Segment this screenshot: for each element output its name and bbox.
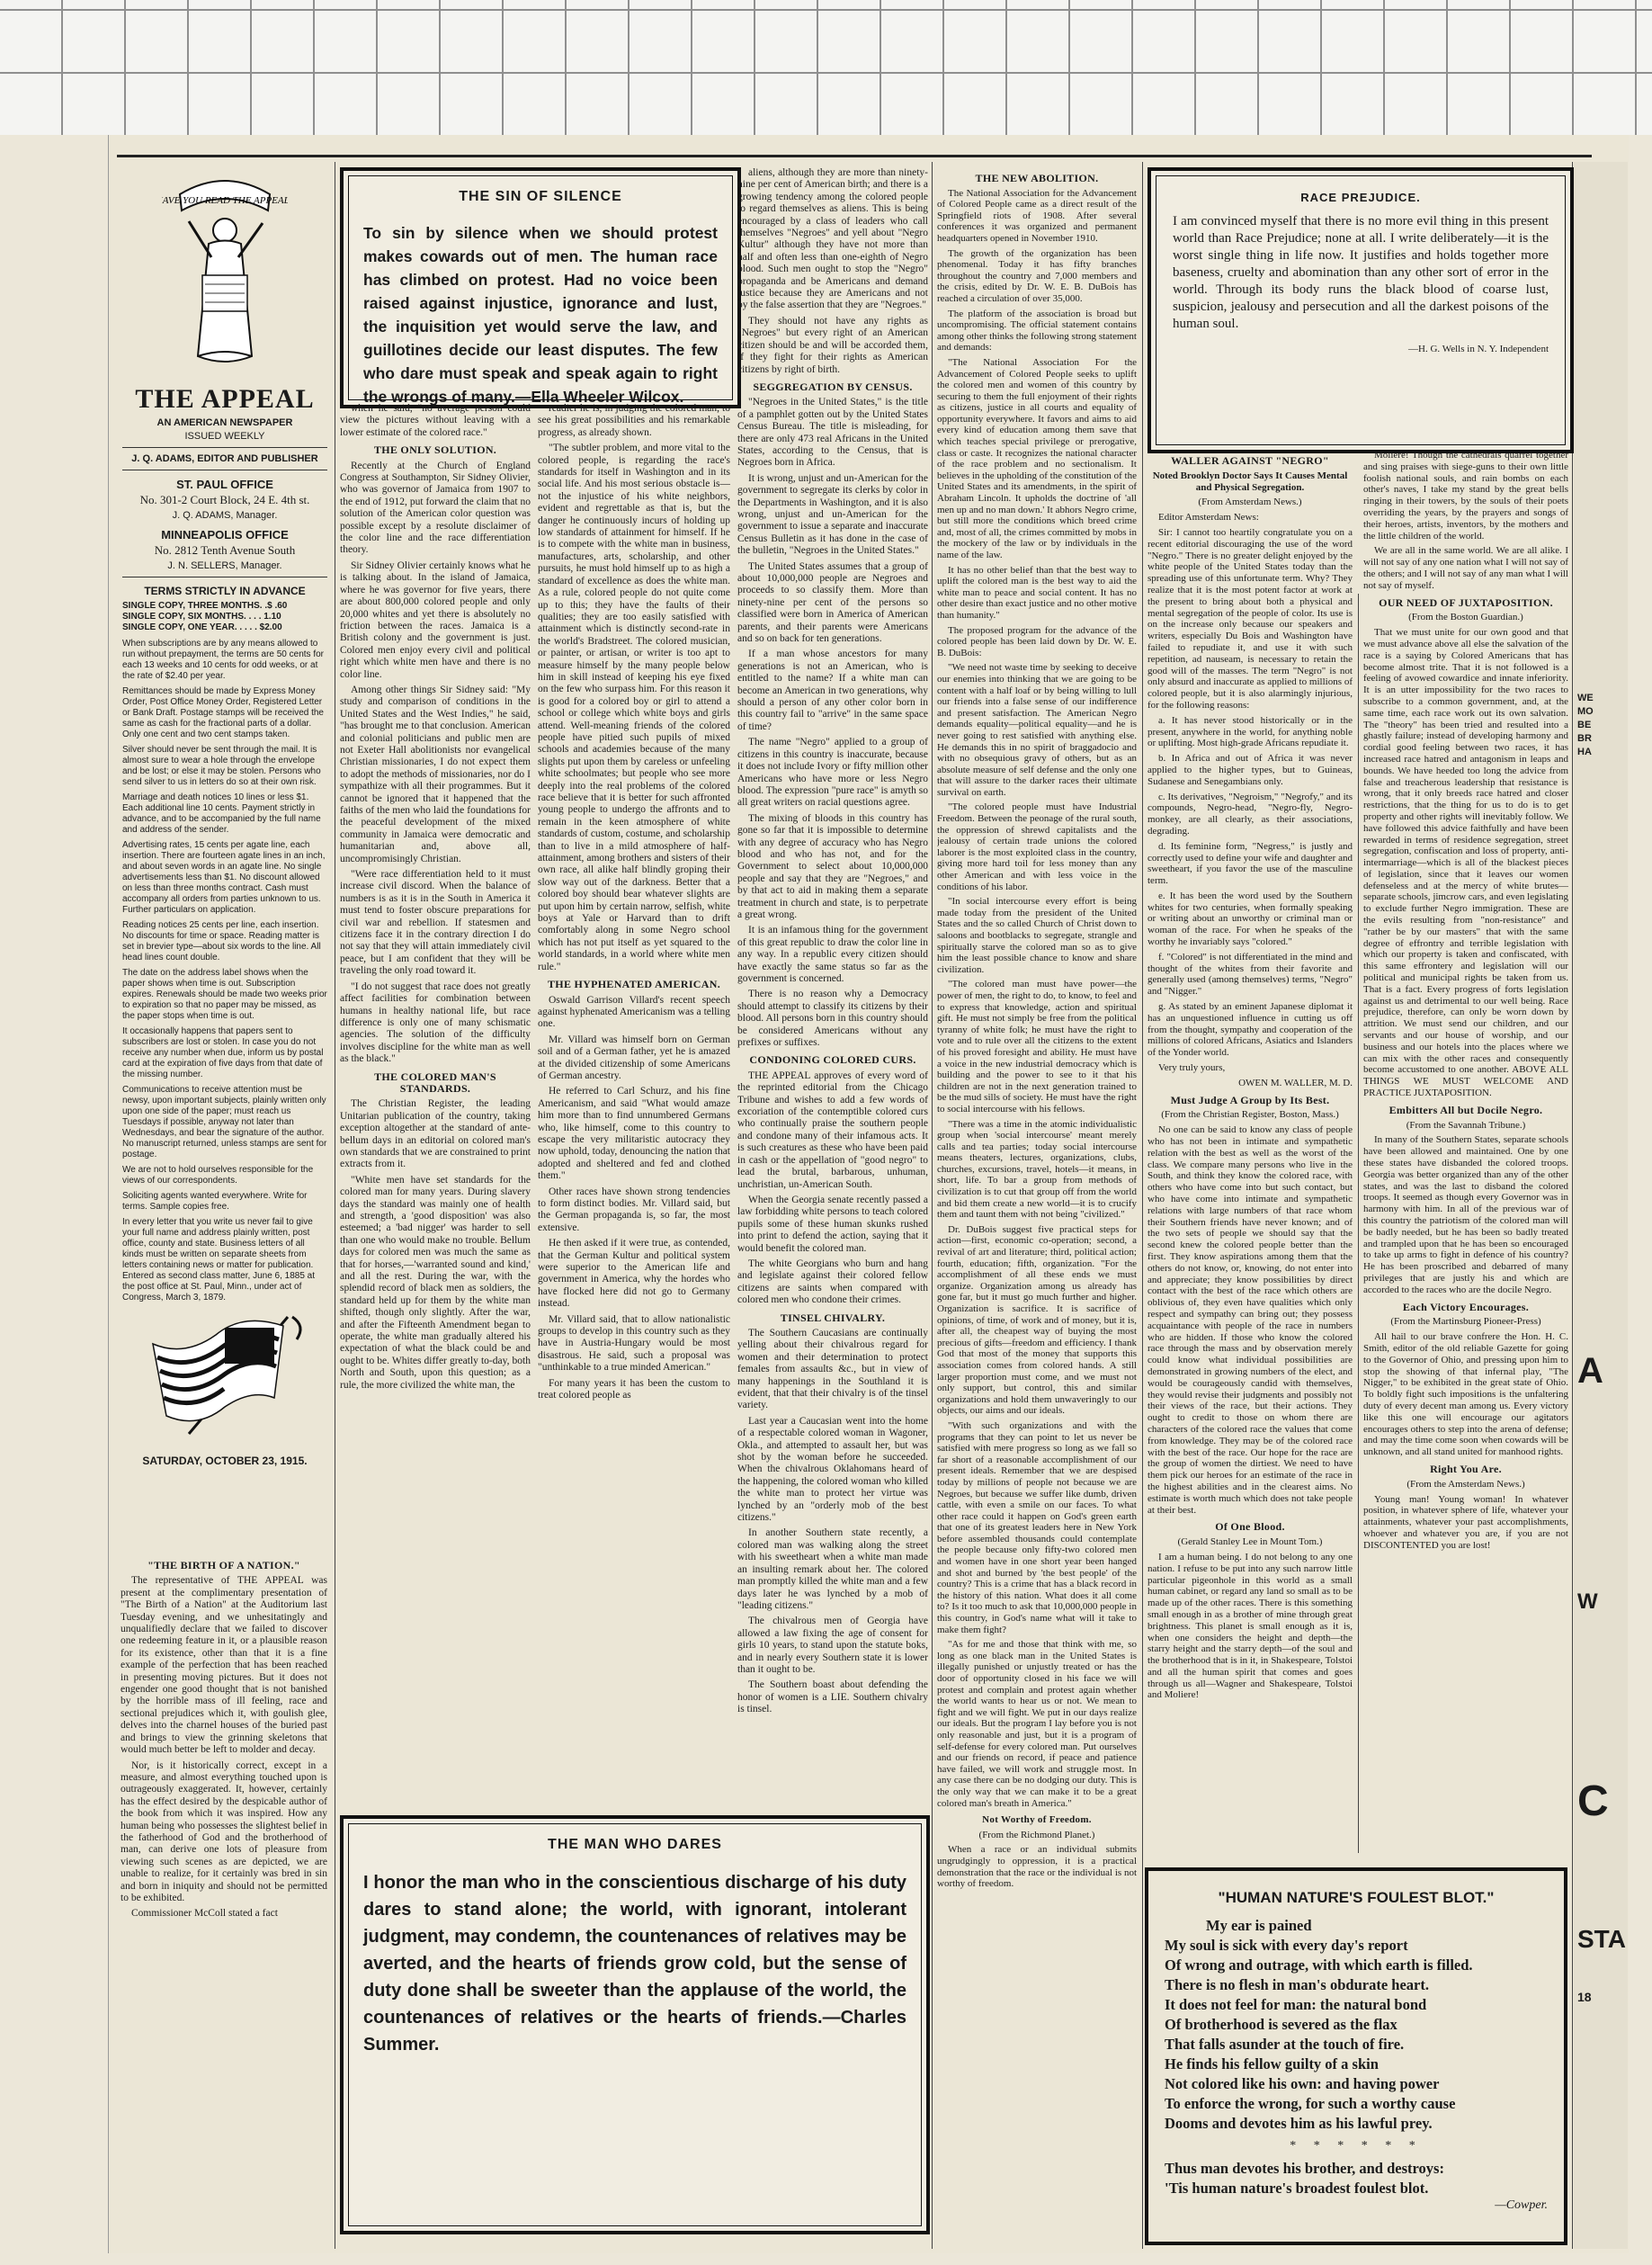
- edge-fragment: C: [1577, 1777, 1609, 1825]
- poem-line: My ear is pained: [1206, 1917, 1312, 1934]
- edge-fragment: W: [1577, 1589, 1598, 1614]
- race-prejudice-box: [1147, 167, 1574, 453]
- box-title: THE SIN OF SILENCE: [459, 189, 622, 204]
- article-headline: THE COLORED MAN'S STANDARDS.: [374, 1070, 496, 1095]
- article-subhead: Noted Brooklyn Doctor Says It Causes Mental and Physical Segregation.: [1152, 470, 1348, 493]
- paragraph: readier he is, in judging the colored man, to see his great possibilities and his remarkable progress, as already shown.: [538, 403, 730, 438]
- paragraph: Young man! Young woman! In whatever position, in whatever sphere of life, whatever your attainments, whatever your past accomplishments, whoever and whatever you are, if you are not DISCONTENTED you are lost!: [1363, 1493, 1568, 1551]
- article-source: (From the Amsterdam News.): [1406, 1478, 1525, 1490]
- column-6: [937, 167, 1137, 2245]
- paragraph: He then asked if it were true, as contended, that the German Kultur and political system were superior to the American life and government in America, why the hordes who have flocked here did not go to Germany instead.: [538, 1238, 730, 1310]
- paragraph: The Southern boast about defending the honor of women is a LIE. Southern chivalry is tinsel.: [737, 1679, 928, 1715]
- liberty-figure-icon: [162, 167, 288, 374]
- paragraph: Nor, is it historically correct, except in a measure, and almost everything touched upon is outrageously exaggerated. It, however, certainly has the effect desired by the despicable author of the book from which it was inspired. How any human being who possesses the slightest belief in the fatherhood of God and the brotherhood of man, can derive one lots of pleasure from viewing such scenes as are depicted, we are unable to realize, for it certainly was bred in sin and born in iniquity and should not be permitted to be exhibited.: [121, 1759, 327, 1903]
- grid-background: [0, 0, 1652, 135]
- birth-of-a-nation-article: [121, 1554, 327, 2247]
- paragraph: When the Georgia senate recently passed a law forbidding white persons to teach colored pupils some of these human skunks rushed into print to defend the action, saying that it would benefit the colored man.: [737, 1194, 928, 1254]
- poem-line: He finds his fellow guilty of a skin: [1165, 2055, 1379, 2073]
- paragraph: We are all in the same world. We are all alike. I will not say of any one nation what I will not say of the others; and I will not say of any man what I will not say of myself.: [1363, 545, 1568, 591]
- paragraph: Sir Sidney Olivier certainly knows what he is talking about. In the island of Jamaica, where he was governor for five years, there are about 800,000 colored people and only 20,000 whites and yet there is absolutely no friction between the races. Jamaica is a British colony and the government is just. Colored men enjoy every civil and political right which white men have and there is no color line.: [340, 560, 531, 680]
- paragraph: THE APPEAL approves of every word of the reprinted editorial from the Chicago Tribune and wishes to add a few words of excoriation of the contemptible colored curs who continually praise the southern people and condone many of their infamous acts. It is such creatures as these who have been paid in cash or the appellation of "good negro" to lead the brutal, barbarous, unhuman, unchristian, un-American South.: [737, 1070, 928, 1190]
- notice: Soliciting agents wanted everywhere. Write for terms. Sample copies free.: [122, 1191, 308, 1212]
- article-headline: Embitters All but Docile Negro.: [1389, 1103, 1543, 1116]
- sin-of-silence-box: [340, 167, 741, 408]
- poem-line: Not colored like his own: and having power: [1165, 2075, 1440, 2092]
- header-rule: [117, 155, 1592, 157]
- box-text: I am convinced myself that there is no more evil thing in this present world than Race Prejudice; none at all. I write deliberately—it is the worst single thing in life now. It justifies and holds together more baseness, cruelty and abomination than any other sort of error in the world. Through its body runs the black blood of coarse lust, suspicion, jealousy and persecution and all the darkest poisons of the human soul.: [1173, 214, 1549, 331]
- notice: Advertising rates, 15 cents per agate line, each insertion. There are fourteen agate lines in an inch, and about seven words in an agate line. No single advertisements less than $1. No discount allowed on less than three months contract. Cash must accompany all orders from parties unknown to us. Further particulars on application.: [122, 840, 326, 915]
- editor-line: J. Q. ADAMS, EDITOR AND PUBLISHER: [131, 453, 318, 464]
- edge-fragment: STA: [1577, 1925, 1626, 1953]
- article-source: (Gerald Stanley Lee in Mount Tom.): [1177, 1536, 1323, 1548]
- poem-line: Of wrong and outrage, with which earth is filled.: [1165, 1956, 1473, 1974]
- edge-fragment: MO: [1577, 706, 1594, 717]
- paragraph: The chivalrous men of Georgia have allowed a law fixing the age of consent for girls 10 years, to stand upon the statute boks, and in nearly every Southern state it is lower than it ought to be.: [737, 1616, 928, 1675]
- paragraph: "Were race differentiation held to it must increase civil discord. When the balance of numbers is as it is in the South in America it must tend to foster obscure preparations for civil war and rebellion. If statesmen and citizens face it in the contrary direction I do not say that they will attain immediately civil peace, but I am confident that they will be traveling the only road toward it.: [340, 869, 531, 977]
- svg-text:HAVE YOU READ THE APPEAL?: HAVE YOU READ THE APPEAL?: [162, 195, 288, 206]
- paragraph: Oswald Garrison Villard's recent speech against hyphenated Americanism was a telling one.: [538, 994, 730, 1030]
- article-headline: THE NEW ABOLITION.: [975, 172, 1099, 184]
- paragraph: That we must unite for our own good and that we must advance above all else the salvation of the race is a saying by Colored Americans that has become almost trite. That it is not followed is a feeling of avowed cowardice and innate inferiority. It is an utter impossibility for the two races to subscribe to a common government, and, at the same time, each race work out its own salvation. The "theory" has been tried and resulted into a ghastly failure; instead of developing harmony and cordial good feeling between two races, it has increased race hatred and antagonism in leaps and bounds. We have heeded too long the advice from false and treacherous leadership that resistance is wrong, that it only breeds race hatred and closer restrictions, that the thing for us to do is to get property and other rights will inevitably follow. We have followed this advice faithfully and have been rewarded in terms of residence segregation, street segregation, confiscation and loss of property, anti-intermarriage—which is all of the blackest pieces of legislation, since that it leaves our women defenseless and at the mercy of white brutes—separate schools, jimcrow cars, and even legislating to exclude further Negro immigration. These are the evils resulting from "non-resistance" and "rather be by our masters" that with the same degree of effrontry and terrible legislation with which our property is taken and confiscated, with this same effrontery and legislation will our political and municipal rights be taken from us. That is a fact. Every progress of forts legislation against us and detrimental to our well being. Race prejudice, therefore, can only be worn down by attrition. We must send our children, and our servants and our house of worship, and our business and our hotels into the places where we can mix with the other races and consequently become accustomed to one another. ABOVE ALL THINGS WE MUST WELCOME AND PRACTICE JUXTAPOSITION.: [1363, 627, 1568, 1099]
- article-headline: OUR NEED OF JUXTAPOSITION.: [1379, 595, 1553, 609]
- terms-heading: TERMS STRICTLY IN ADVANCE: [144, 585, 306, 597]
- paragraph: He referred to Carl Schurz, and his fine Americanism, and said "What would amaze him more than to find unnumbered Germans who, like himself, come to this country to escape the very militaristic autocracy they now uphold, today, denouncing the nation that adopted and sheltered and fed and clothed them.": [538, 1086, 730, 1182]
- paragraph: Sir: I cannot too heartily congratulate you on a recent editorial discouraging the use of the word "Negro." There is no greater delight enjoyed by the white people of the United States today than the spreading use of this unfortunate term. Why? They realize that it is the most potent factor at work at the present to bring about both a physical and mental segregation of the people of color. Its use is on the increase only because our speakers and writers, especially Du Bois and Washington have failed to repudiate it, and use it with such repetition, ad nauseam, is necessary to retain the good will of the masses. The term "Negro" is not only absurd and inaccurate as applied to millions of colored people, but it is also alarmingly injurious, for the following reasons:: [1147, 526, 1353, 711]
- paragraph: Among other things Sir Sidney said: "My study and comparison of conditions in the United States and the West Indies," he said, "has brought me to that conclusion. American and colonial politicians and public men are not Exeter Hall abolitionists nor evangelical Christian missionaries, I do not expect them to adopt the methods of missionaries, nor do I sympathize with all their programmes. But it cannot be ignored that it happened that the faiths of the men who laid the foundations for the peaceful development of the mixed community in Jamaica were democratic and humanitarian and, above all, uncompromisingly Christian.: [340, 684, 531, 864]
- paragraph: aliens, although they are more than ninety-nine per cent of American birth; and there is a growing tendency among the colored people to regard themselves as aliens. This is being encouraged by a class of leaders who call themselves "Negroes" and yell about "Negro Kultur" although they have not more than half and often less than one-eighth of Negro blood. Such men ought to stop the "Negro" propaganda and be Americans and demand justice because they are Americans and not by the false assertion that they are "Negroes.": [737, 167, 928, 311]
- paragraph: If a man whose ancestors for many generations is not an American, who is entitled to the name? If a white man can become an American in two generations, why should a person of any other color born in this country fail to "arrive" in the same space of time?: [737, 649, 928, 732]
- paragraph: Mr. Villard was himself born on German soil and of a German father, yet he is amazed at the divided citizenship of some Americans of German ancestry.: [538, 1034, 730, 1081]
- poem-line: There is no flesh in man's obdurate heart.: [1165, 1976, 1429, 1993]
- paragraph: f. "Colored" is not differentiated in the mind and thought of the whites from their favorite and generally used (among themselves) terms, "Negro" and "Nigger.": [1147, 951, 1353, 998]
- rate-line: SINGLE COPY, THREE MONTHS. .$ .60: [122, 601, 288, 611]
- notice: Marriage and death notices 10 lines or less $1. Each additional line 10 cents. Payment strictly in advance, and to be accompanied by the full name and address of the sender.: [122, 792, 321, 835]
- article-source: (From the Martinsburg Pioneer-Press): [1390, 1316, 1541, 1328]
- poem-line: Dooms and devotes him as his lawful prey.: [1165, 2115, 1433, 2132]
- paragraph: "The colored people must have Industrial Freedom. Between the peonage of the rural south, the oppression of shrewd capitalists and the jealousy of certain trade unions the colored laborer is the most exploited class in the country, giving more hard toil for less money than any other American and with less voice in the conditions of his labor.: [937, 801, 1137, 892]
- st-paul-manager: J. Q. ADAMS, Manager.: [172, 510, 278, 521]
- paragraph: d. Its feminine form, "Negress," is justly and correctly used to define your wife and daughter and sweetheart, if you favor the use of the masculine term.: [1147, 840, 1353, 887]
- article-headline: Right You Are.: [1430, 1462, 1502, 1475]
- paragraph: No one can be said to know any class of people who has not been in intimate and sympathetic relation with the best as well as the worst of the class. We compare many persons who live in the South, and think they know the colored race, with others who have come into but such contact, but who have come into intimate and sympathetic relations with large numbers of that race whom their Southern friends have never known; and of the two sets of people we should say that the second knew the colored people better than the first. They know aspirations among them that the others do not know, or, knowing, do not enter into and appreciate; they know possibilities by direct contact with the best of the race which others are oblivious of, they even have qualities which only respect and sympathy can bring out; they possess acquaintance with people of the race in numbers who are hidden. If those who know the colored race through the mass and by observation merely could know what individual possibilities are demonstrated in growing numbers of the elect, and would be courageously candid with themselves, they would revise their judgments and possibly not their views of the race, but their actions. They ought to credit to those on whom there are characters of the colored race the values that come from knowledge. They may be of the colored race with the best of the race. Our hope for the race are the group of women the dirtiest. We need to have them pick our heroes for an estimate of the race in the highest abilities and in the clearest aims. No estimate is worth much which does not take people at their best.: [1147, 1124, 1353, 1516]
- masthead-subtitle: AN AMERICAN NEWSPAPER: [156, 417, 293, 428]
- article-headline: Each Victory Encourages.: [1402, 1300, 1530, 1313]
- notice: Remittances should be made by Express Money Order, Post Office Money Order, Registered Letter or Bank Draft. Postage stamps will be received the same as cash for the fractional parts of a dollar. Only one cent and two cent stamps taken.: [122, 686, 324, 739]
- paragraph: The platform of the association is broad but uncompromising. The official statement contains among other thinks the following strong statement and demands:: [937, 308, 1137, 354]
- paragraph: It is wrong, unjust and un-American for the government to segregate its clerks by color in the Departments in Washington, and it is also wrong, unjust and un-American for the government to issue a separate and inaccurate Census Bulletin as it has done in the case of the bulletin, "Negroes in the United States.": [737, 472, 928, 557]
- edge-fragment: 18: [1577, 1990, 1592, 2004]
- paragraph: It has no other belief than that the best way to uplift the colored man is the best way to aid the white man to peace and social content. It has no other desire than exact justice and no other motive than humanity.": [937, 564, 1137, 621]
- poem-title: "HUMAN NATURE'S FOULEST BLOT.": [1218, 1889, 1495, 1906]
- poem-line: It does not feel for man: the natural bond: [1165, 1996, 1427, 2013]
- poem-line: 'Tis human nature's broadest foulest blot.: [1165, 2180, 1429, 2197]
- column-rule: [1358, 594, 1359, 1853]
- article-headline: THE HYPHENATED AMERICAN.: [548, 978, 720, 991]
- article-headline: WALLER AGAINST "NEGRO": [1171, 454, 1329, 467]
- adjacent-page-edge: [1574, 162, 1628, 2249]
- rate-line: SINGLE COPY, SIX MONTHS. . . . 1.10: [122, 612, 281, 622]
- poem-line: To enforce the wrong, for such a worthy cause: [1165, 2095, 1456, 2112]
- paragraph: It is an infamous thing for the government of this great republic to draw the color line in any way. In a republic every citizen should have exactly the same status so far as the government is concerned.: [737, 925, 928, 984]
- paragraph: "The colored man must have power—the power of men, the right to do, to know, to feel and to express that knowledge, action and spiritual gift. He must not simply be free from the political tyranny of white folk; he must have the right to vote and to rule over all the citizens to the extent of his proved foresight and ability. He must have a voice in the new industrial democracy which is building and the power to see to it that his children are not in the next generation trained to be the mud sills of society. He must have the right to social intercourse with his fellows.: [937, 979, 1137, 1115]
- poem-box: [1145, 1867, 1567, 2245]
- paragraph: "The subtler problem, and more vital to the colored people, is regarding the race's standards for itself in Washington and in its social life. And his most serious obstacle is—not the injustice of his white neighbors, evident and regrettable as that is, but the danger he continuously incurs of holding up low standards of attainment for himself. If he is to compete with the white man in business, manufactures, arts, scholarship, and other pursuits, he must hold himself up to as high a standard of excellence as does the white man. As a rule, colored people do not quite come up to this; they have the faults of their qualities; they are too easily satisfied with attainment which is distinctly second-rate in the world's Bradstreet. The colored musician, or painter, or artisan, or writer is too apt to measure himself by the many people below him in skill instead of keeping his eye fixed on the few who surpass him. For this reason it is good for a colored boy or girl to attend a school or college which white boys and girls attend. Well-meaning friends of the colored people have pitied such pupils of mixed schools and academies because of the many slights put upon them by careless or unfeeling white schoolmates; but people who see more deeply into the real problems of the colored race believe that it is better for such affronted young people to undergo the affronts and to remain in the keen atmosphere of white standards of custom, costume, and scholarship than to live in a mild atmosphere of half-attainment, among brothers and sisters of their own race, all alike half blindly groping their slow way out of the darkness. Better that a colored boy should bear whatever slights are put upon him by certain narrow, selfish, white boys at Yale or Harvard than to drift comfortably along in some Negro school which has not put itself as yet squared to the world standards, in a world where white men rule.": [538, 443, 730, 972]
- paragraph: b. In Africa and out of Africa it was never applied to the higher types, but to Guineas, Sudanese and Senegambians only.: [1147, 753, 1353, 787]
- paragraph: when he said, "no average person could view the pictures without leaving with a lower estimate of the colored race.": [340, 403, 531, 438]
- edge-fragment: HA: [1577, 747, 1592, 757]
- article-source: (From the Boston Guardian.): [1408, 612, 1523, 623]
- paragraph: Mr. Villard said, that to allow nationalistic groups to develop in this country such as they have in Austria-Hungary would be most disastrous. He said, such a proposal was "unthinkable to a true minded American.": [538, 1313, 730, 1374]
- paragraph: Recently at the Church of England Congress at Southampton, Sir Sidney Olivier, who was governor of Jamaica from 1907 to the end of 1912, put forward the claim that no solution of the American color question was possible except by a resolute disclaimer of the color line and the race differentiation theory.: [340, 460, 531, 556]
- paragraph: The National Association for the Advancement of Colored People came as a direct result of the Springfield riots of 1908. After several conferences it was organized and permanent headquarters opened in November 1910.: [937, 187, 1137, 244]
- column-7: [1147, 450, 1353, 1862]
- notice: It occasionally happens that papers sent to subscribers are lost or stolen. In case you do not receive any number when due, inform us by postal card at the expiration of five days from that date of the missing number.: [122, 1026, 324, 1079]
- paragraph: The Southern Caucasians are continually yelling about their chivalrous regard for women and their determination to protect females from assaults &c., but in view of many happenings in the Southland it is evident, that that their chivalry is of the tinsel variety.: [737, 1327, 928, 1411]
- paragraph: c. Its derivatives, "Negroism," "Negrofy," and its compounds, Negro-head, "Negro-fly, Negro-monkey, are all clearly, as their associations, degrading.: [1147, 791, 1353, 837]
- box-text: To sin by silence when we should protest makes cowards out of men. The human race has climbed on protest. Had no voice been raised against injustice, ignorance and lust, the inquisition yet would serve the law, and guillotines decide our least disputes. The few who dare must speak and speak again to right the wrongs of many.—Ella Wheeler Wilcox.: [363, 224, 718, 406]
- poem-stars: * * * * * *: [1290, 2139, 1423, 2153]
- column-rule: [932, 162, 933, 2249]
- box-attribution: —H. G. Wells in N. Y. Independent: [1408, 344, 1549, 354]
- paragraph: I am a human being. I do not belong to any one nation. I refuse to be put into any such narrow little particular pigeonhole in this world as a small human cabinet, or regard any land so small as to be made up of the other races. There is this something small enough in as a brother of mine through great brightness. This planet is small enough as it is, when one considers the height and depth—the starry height and the starry depth—of the soul and the brotherhood that is in it, in Shakespeare, Tolstoi and all the human spirit that comes and goes through us all—Wagner and Shakespeare, Tolstoi and Moliere!: [1147, 1551, 1353, 1701]
- paragraph: "There was a time in the atomic individualistic group when 'social intercourse' meant merely calls and tea parties; today social intercourse means theaters, lectures, organizations, clubs, churches, excursions, travel, hotels—it means, in short, life. To bar a group from methods of civilization is to cut that group off from the world and bid them create a new world—it is to crucify them and taunt them with not being "civilized.": [937, 1118, 1137, 1221]
- article-source: (From the Richmond Planet.): [978, 1829, 1095, 1840]
- st-paul-address: No. 301-2 Court Block, 24 E. 4th st.: [139, 493, 310, 506]
- edge-fragment: BE: [1577, 720, 1592, 730]
- box-title: RACE PREJUDICE.: [1300, 191, 1421, 204]
- box-title: THE MAN WHO DARES: [548, 1837, 722, 1852]
- notice: Silver should never be sent through the mail. It is almost sure to wear a hole through the envelope and be lost; or else it may be stolen. Persons who send silver to us in letters do so at their own risk.: [122, 745, 321, 787]
- paragraph: Last year a Caucasian went into the home of a respectable colored woman in Wagoner, Okla., and attempted to assault her, but was shot by the woman before he succeeded. When the chivalrous Oklahomans heard of the happening, the colored woman who killed the white man to protect her virtue was lynched by an "orderly mob of the best citizens.": [737, 1415, 928, 1524]
- poem-line: That falls asunder at the touch of fire.: [1165, 2036, 1405, 2053]
- paragraph: "I do not suggest that race does not greatly affect facilities for combination between humans in healthy national life, but race difference is only one of many schismatic agencies. The solution of the difficulty involves discipline for the white man as well as the black.": [340, 980, 531, 1065]
- notice: In every letter that you write us never fail to give your full name and address plainly written, post office, county and state. Business letters of all kinds must be written on separate sheets from letters containing news or matter for publication. Entered as second class matter, June 6, 1885 at the post office at St. Paul, Minn., under act of Congress, March 3, 1879.: [122, 1217, 316, 1303]
- column-8: [1363, 450, 1568, 1862]
- paragraph: Moliere! Though the cathedrals quarrel together and sing praises with siege-guns to their own little foolish national souls, and rain bombs on each other's naves, I take my stand by the great bells ringing in their towers, by the souls of their poets overriding the years, by the prayers and songs of their heroes, artists, inventors, by the mothers and the little children of the world.: [1363, 450, 1568, 542]
- article-headline: SEGGREGATION BY CENSUS.: [753, 380, 913, 393]
- paragraph: Dr. DuBois suggest five practical steps for action—first, economic co-operation; second, a revival of art and literature; third, political action; fourth, education; fifth, organization. "For the accomplishment of all these ends we must organize. Organization among us already has gone far, but it must go much further and higher. Organization is sacrifice. It is sacrifice of opinions, of time, of work and of money, but it is, after all, the cheapest way of buying the most precious of gifts—freedom and efficiency. I thank God that most of the money that supports this association comes from colored hands. A still larger proportion must come, and we must not only support, but control, this and similar organizations and hold them unwaveringly to our objects, our aims and our ideals.: [937, 1223, 1137, 1417]
- notices: [122, 639, 327, 1303]
- poem-line: Of brotherhood is severed as the flax: [1165, 2016, 1398, 2033]
- paragraph: In another Southern state recently, a colored man was walking along the street with his sweetheart when a white man made an insulting remark about her. The colored man promptly killed the white man and a few days later he was lynched by a mob of "leading citizens.": [737, 1527, 928, 1611]
- issued-line: ISSUED WEEKLY: [184, 431, 265, 442]
- box-text: I honor the man who in the conscientious discharge of his duty dares to stand alone; the world, with ignorant, intolerant judgment, may condemn, the countenances of relatives may be averted, and the hearts of friends grow cold, but the sense of duty done shall be sweeter than the applause of the world, the countenances of relatives or the hearts of friends.—Charles Summer.: [363, 1873, 906, 2055]
- paragraph: The representative of THE APPEAL was present at the complimentary presentation of "The Birth of a Nation" at the Auditorium last Tuesday evening, and we unhesitatingly and unqualifiedly declare that we failed to discover one redeeming feature in it, or a plausible reason for its existence, other than that it is a fine example of the perfection that has been reached in presenting moving pictures. But it does not engender one good thought that is not banished by the horrible mass of ill feeling, race and sectional prejudices which it, with goulish glee, delves into the charnel houses of the buried past and brings to view the grinning skeletons that would much better be left to molder and decay.: [121, 1575, 327, 1756]
- edge-fragment: BR: [1577, 733, 1592, 744]
- american-flag-icon: [135, 1308, 315, 1443]
- paragraph: For many years it has been the custom to treat colored people as: [538, 1377, 730, 1401]
- column-5: [737, 167, 928, 2245]
- article-headline: "THE BIRTH OF A NATION.": [147, 1559, 300, 1571]
- masthead-title: THE APPEAL: [135, 384, 315, 414]
- paragraph: The mixing of bloods in this country has gone so far that it is impossible to determine with any degree of accuracy who has Negro blood and who has not, and for the Government to select about 10,000,000 people and say that they are "Negroes," and by that act to aid in making them a separate treatment in church and state, is to perpetrate a great wrong.: [737, 812, 928, 920]
- paragraph: Commissioner McColl stated a fact: [131, 1908, 278, 1920]
- paragraph: In many of the Southern States, separate schools have been allowed and maintained. One by one these states have disbanded the colored troops. Georgia was better organized than any of the other states, and was the last to disband the colored troops. It seemed as though every Governor was in harmony with him. In all of the previous war of this country the patriotism of the colored man will be badly needed, but he has been so badly treated and trampled upon that he has been so encouraged to take up arms to fight in defence of his country? He has been proscribed and debarred of many privileges that are justly his and which are accorded to the races who are the docile Negro.: [1363, 1134, 1568, 1295]
- paragraph: The United States assumes that a group of about 10,000,000 people are Negroes and proceeds to so classify them. More than ninety-nine per cent of the persons so classified were born in America of American parents, and their parents were Americans and so on back for ten generations.: [737, 560, 928, 645]
- poem-line: My soul is sick with every day's report: [1165, 1937, 1408, 1954]
- column-3: [340, 403, 531, 1795]
- article-source: (From Amsterdam News.): [1198, 497, 1302, 508]
- paragraph: "White men have set standards for the colored man for many years. During slavery days the standard was mainly one of health and strength, a 'good disposition' was also esteemed; a 'bad nigger' was harder to sell than one who would make no trouble. Bellum days for colored men was much the same as that for horses,—'warranted sound and kind,' and all the rest. During the war, with the splendid record of black men as soldiers, the standard held up for them by the white man shifted, though only slightly. After the war, and after the Fifteenth Amendment began to operate, the white man gradually altered his expectation of what the black could be and ought to be. Whites differ greatly to-day, both North and South, upon this question; as a rule, the more civilized the white man, the: [340, 1174, 531, 1391]
- paragraph: "With such organizations and with the programs that they can point to let us never be satisfied with mere progress so long as we fall so far short of a reasonable accomplishment of our present ideals. Remember that we are despised today by millions of people not because we are Negroes, but because we suffer like dumb, driven cattle, with even a smile on our faces. To what other race could it happen on God's green earth that one of its greatest leaders here in New York before assembled thousands could contemplate the people because only fifty-two colored men and women have in one short year been hanged and shot and burned by 'the best people' of the country? This is a crime that has a black record in the history of this nation. What does it all come to? Is it too much to ask that 10,000,000 people in this country, in God's name what will it take to make them fight?: [937, 1419, 1137, 1635]
- column-rule: [1142, 162, 1143, 2249]
- paragraph: g. As stated by an eminent Japanese diplomat it has an unquestioned influence in cutting us off from the thought, sympathy and cooperation of the millions of colored Africans, Asiatics and Islanders of the Yonder world.: [1147, 1001, 1353, 1059]
- paragraph: "We need not waste time by seeking to deceive our enemies into thinking that we are going to be content with a half loaf or by being willing to lull our friends into a false sense of our indifference and present satisfaction. The American Negro demands equality—political equality—and he is never going to rest satisfied with anything else. He demands this in no spirit of braggadocio and with no obsequious gravy of others, but as an absolute measure of self defense and the only one that will assure to the darker races their ultimate survival on earth.: [937, 662, 1137, 798]
- article-headline: Of One Blood.: [1215, 1520, 1285, 1534]
- paragraph: "As for me and those that think with me, so long as one black man in the United States is illegally punished or unjustly treated or has the door of opportunity closed in his face we will protest and complain and protest again whether the world wants to hear us or not. We mean to fight and we will fight. We put in our days realize our ideals. But the program I lay before you is not only reasonable and just, but it is a program of self-defense for every colored man. Put ourselves and our friends on record, if peace and patience have failed, we will work and struggle most. In any case there can be no dodging our duty. This is the only way that we can make it to be a great colored man's breath in America.": [937, 1639, 1137, 1809]
- mpls-office: MINNEAPOLIS OFFICE: [161, 528, 289, 542]
- paragraph: The proposed program for the advance of the colored people has been laid down by Dr. W. E. B. DuBois:: [937, 624, 1137, 658]
- paragraph: Very truly yours,: [1158, 1062, 1226, 1074]
- poem-attribution: —Cowper.: [1495, 2198, 1548, 2212]
- edge-fragment: WE: [1577, 693, 1594, 703]
- notice: The date on the address label shows when the paper shows when time is out. Subscription expires. Renewals should be made two weeks prior to expiration so that no paper may be missed, as the paper stops when time is out.: [122, 968, 327, 1021]
- rates: [122, 601, 327, 633]
- issue-date: SATURDAY, OCTOBER 23, 1915.: [142, 1455, 308, 1467]
- mpls-address: No. 2812 Tenth Avenue South: [154, 543, 296, 557]
- article-headline: THE ONLY SOLUTION.: [373, 443, 497, 457]
- notice: We are not to hold ourselves responsible for the views of our correspondents.: [122, 1165, 314, 1186]
- article-source: (From the Savannah Tribune.): [1406, 1119, 1526, 1131]
- paragraph: The name "Negro" applied to a group of citizens in this country is inaccurate, because it does not include Ivory or fifty million other Americans who have more or less Negro blood. The expression "pure race" is amyth so all great writers on racial questions agree.: [737, 737, 928, 809]
- paragraph: e. It has been the word used by the Southern whites for two centuries, when formally speaking or writing about an unworthy or criminal man or woman of the race. For when he speaks of the worthy he invariably says "colored.": [1147, 890, 1353, 948]
- article-headline: Must Judge A Group by Its Best.: [1170, 1093, 1330, 1106]
- st-paul-office: ST. PAUL OFFICE: [176, 478, 273, 491]
- paragraph: The Christian Register, the leading Unitarian publication of the country, taking exception altogether at the standard of ante-bellum days in an editorial on colored man's own standards that we are constrained to print extracts from it.: [340, 1098, 531, 1170]
- column-4: [538, 403, 730, 1795]
- article-source: (From the Christian Register, Boston, Mass.): [1161, 1109, 1339, 1121]
- paragraph: "The National Association For the Advancement of Colored People seeks to uplift the colored men and women of this country by securing to them the full enjoyment of their rights as citizens, justice in all courts and equality of opportunity everywhere. It favors and aims to aid every kind of education among them save that which teaches special privilege or prerogative, class or caste. It recognizes the national character of the race problem and no sectionalism. It believes in the upholding of the constitution of the United States and its amendments, in the spirit of Abraham Lincoln. It upholds the doctrine of 'all men up and no man down.' It abhors Negro crime, but still more the conditions which breed crime and, most of all, the crimes committed by mobs in the mockery of the law or by individuals in the name of the law.: [937, 356, 1137, 560]
- rate-line: SINGLE COPY, ONE YEAR. . . . . $2.00: [122, 622, 282, 632]
- paragraph: OWEN M. WALLER, M. D.: [1238, 1077, 1353, 1088]
- article-headline: Not Worthy of Freedom.: [982, 1814, 1092, 1826]
- paragraph: There is no reason why a Democracy should attempt to classify its citizens by their blood. All persons born in this country should be considered Americans without any prefixes or suffixes.: [737, 989, 928, 1049]
- notice: Reading notices 25 cents per line, each insertion. No discounts for time or space. Reading matter is set in brevier type—about six words to the line. All head lines count double.: [122, 920, 321, 962]
- paragraph: When a race or an individual submits ungrudgingly to oppression, it is a practical demonstration that the race or the individual is not worthy of freedom.: [937, 1844, 1137, 1890]
- paragraph: All hail to our brave confrere the Hon. H. C. Smith, editor of the old reliable Gazette for going to the Governor of Ohio, and pressing upon him to stop the showing of that infernal play, "The Nigger," to be exhibited in the great state of Ohio. To boldly fight such impositions is the unfaltering duty of every decent man among us. Every victory like this one will encourage our agitators encourages others to step into the arena of defense; and may the time come soon when cowards will be unknown, and all stand united for manhood rights.: [1363, 1331, 1568, 1458]
- notice: Communications to receive attention must be newsy, upon important subjects, plainly written only upon one side of the paper; must reach us Tuesdays if possible, anyway not later than Wednesdays, and bear the signature of the author. No manuscript returned, unless stamps are sent for postage.: [122, 1085, 327, 1159]
- paragraph: The growth of the organization has been phenomenal. Today it has fifty branches throughout the country and 7,000 members and the crisis, edited by Dr. W. E. B. DuBois has reached a circulation of over 35,000.: [937, 247, 1137, 304]
- article-headline: TINSEL CHIVALRY.: [780, 1311, 886, 1324]
- edge-fragment: A: [1577, 1351, 1603, 1391]
- paragraph: a. It has never stood historically or in the present, anywhere in the world, for anything noble or uplifting. Most high-grade Africans repudiate it.: [1147, 714, 1353, 749]
- mpls-manager: J. N. SELLERS, Manager.: [167, 560, 282, 571]
- paragraph: They should not have any rights as "Negroes" but every right of an American citizen should be and will be accorded them, if they fight for their rights as American citizens by right of birth.: [737, 315, 928, 375]
- paragraph: "Negroes in the United States," is the title of a pamphlet gotten out by the United States Census Bureau. The title is misleading, for there are only 473 real Africans in the United States, according to the Census, that is Negroes born in Africa.: [737, 397, 928, 469]
- paragraph: "In social intercourse every effort is being made today from the president of the United States and the so called Church of Christ down to saloons and bootblacks to segregate, strangle and spiritually starve the colored man so as to give him the least possible chance to know and share civilization.: [937, 896, 1137, 975]
- paragraph: Other races have shown strong tendencies to form distinct bodies. Mr. Villard said, but the German propaganda is, so far, the most extensive.: [538, 1186, 730, 1233]
- column-rule: [1572, 162, 1573, 2249]
- article-headline: CONDONING COLORED CURS.: [749, 1053, 916, 1067]
- paragraph: The white Georgians who burn and hang and legislate against their colored fellow citizens are saints when compared with colored men who condone their crimes.: [737, 1258, 928, 1306]
- masthead: [122, 167, 327, 1471]
- poem-line: Thus man devotes his brother, and destroys:: [1165, 2160, 1444, 2177]
- paragraph: Editor Amsterdam News:: [1158, 512, 1259, 524]
- notice: When subscriptions are by any means allowed to run without prepayment, the terms are 50 cents for each 13 weeks and 10 cents for odd weeks, or at the rate of $2.40 per year.: [122, 639, 324, 681]
